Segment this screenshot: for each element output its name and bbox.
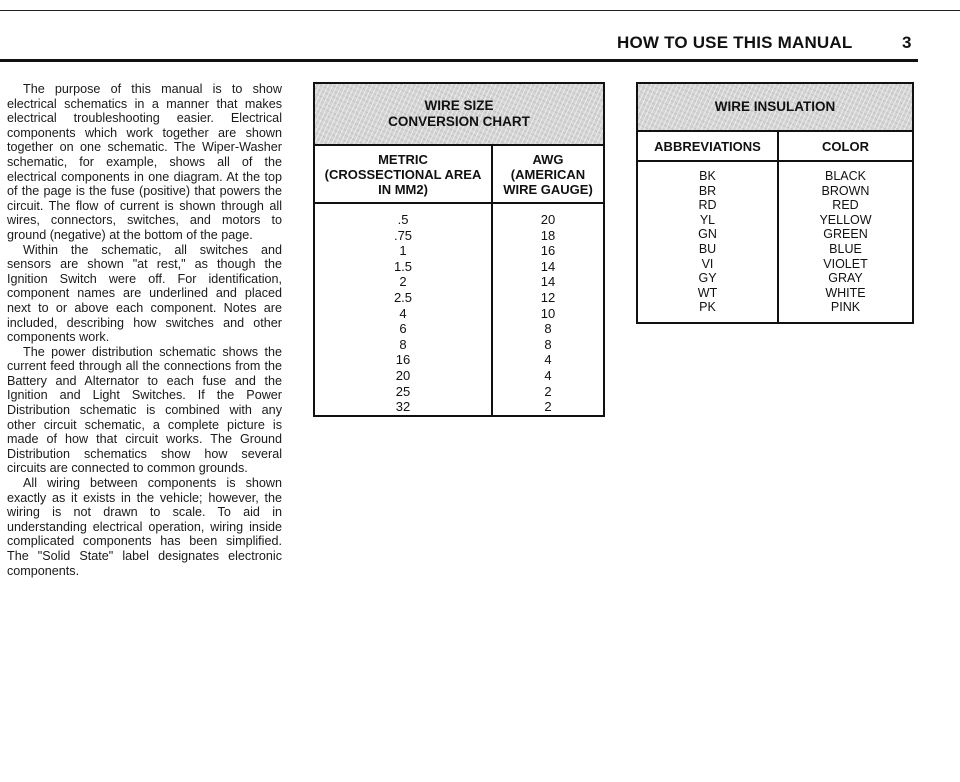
awg-value: 4 <box>544 367 552 383</box>
awg-values <box>492 203 604 416</box>
awg-value: 12 <box>540 289 556 305</box>
awg-value: 2 <box>544 383 552 399</box>
awg-value: 2 <box>544 399 552 415</box>
abbreviation-value: YL <box>699 212 716 227</box>
awg-value: 4 <box>544 352 552 368</box>
abbreviation-values <box>637 161 778 323</box>
color-value: VIOLET <box>823 256 868 271</box>
abbreviation-value: GY <box>698 271 717 286</box>
color-value: BLUE <box>829 241 862 256</box>
metric-value: 2 <box>399 274 407 290</box>
metric-value: 25 <box>395 383 411 399</box>
paragraph: All wiring between components is shown exactly as it exists in the vehicle; however, the wiring is not drawn to scale. To aid in understanding electrical operation, wiring inside complicated components has been simplified. The "Solid State" label designates electronic components. <box>7 476 282 578</box>
header-line: METRIC <box>378 151 428 167</box>
body-text <box>7 82 282 578</box>
abbreviation-value: GN <box>698 227 717 242</box>
metric-value: .75 <box>393 227 413 243</box>
wire-size-title-line: CONVERSION CHART <box>388 114 530 129</box>
wire-size-title <box>314 83 604 145</box>
page-title: HOW TO USE THIS MANUAL <box>617 33 853 52</box>
metric-value: 32 <box>395 399 411 415</box>
color-value: WHITE <box>825 285 866 300</box>
color-value: PINK <box>830 300 861 315</box>
header-line: AWG <box>532 151 564 167</box>
metric-value: 1 <box>399 243 407 259</box>
metric-value: 2.5 <box>393 289 413 305</box>
abbreviation-value: RD <box>698 198 717 213</box>
wire-size-table <box>313 82 605 417</box>
awg-value: 20 <box>540 212 556 227</box>
awg-value: 16 <box>540 243 556 259</box>
awg-column-header <box>492 145 604 203</box>
color-value: BLACK <box>825 169 866 183</box>
page-header <box>0 30 960 62</box>
header-line: IN MM2) <box>378 181 428 197</box>
color-value: BROWN <box>821 183 870 198</box>
color-value: RED <box>832 198 859 213</box>
metric-value: 4 <box>399 305 407 321</box>
metric-value: 1.5 <box>393 258 413 274</box>
awg-value: 14 <box>540 274 556 290</box>
awg-value: 18 <box>540 227 556 243</box>
color-value: YELLOW <box>819 212 872 227</box>
wire-size-title-line: WIRE SIZE <box>424 98 494 113</box>
awg-value: 8 <box>544 321 552 337</box>
header-rule <box>0 59 918 62</box>
wire-insulation-title: WIRE INSULATION <box>637 83 913 131</box>
abbreviation-value: BK <box>699 169 716 183</box>
color-column-header: COLOR <box>778 131 913 161</box>
color-values <box>778 161 913 323</box>
abbreviation-value: WT <box>697 285 718 300</box>
metric-value: 20 <box>395 367 411 383</box>
metric-value: 8 <box>399 336 407 352</box>
awg-value: 14 <box>540 258 556 274</box>
metric-value: .5 <box>397 212 409 227</box>
header-line: (CROSSECTIONAL AREA <box>324 166 482 182</box>
awg-value: 10 <box>540 305 556 321</box>
paragraph: Within the schematic, all switches and sensors are shown "at rest," as though the Ignition Switch were off. For identification, component names are underlined and placed next to or above each component. Notes are included, describing how switches and other components work. <box>7 242 282 345</box>
abbreviation-value: PK <box>699 300 716 315</box>
abbreviations-column-header: ABBREVIATIONS <box>637 131 778 161</box>
wire-insulation-table <box>636 82 914 324</box>
paragraph: The purpose of this manual is to show electrical schematics in a manner that makes electrical troubleshooting easier. Electrical components which work together are shown together on one schematic. The Wiper-Washer schematic, for example, shows all of the electrical components in one diagram. At the top of the page is the fuse (positive) that powers the circuit. The flow of current is shown through all wires, connectors, switches, and motors to ground (negative) at the bottom of the page. <box>7 82 282 242</box>
metric-values <box>314 203 492 416</box>
page-number: 3 <box>902 33 912 52</box>
header-line: WIRE GAUGE) <box>503 181 593 197</box>
abbreviation-value: BR <box>698 183 717 198</box>
metric-value: 6 <box>399 321 407 337</box>
metric-value: 16 <box>395 352 411 368</box>
metric-column-header <box>314 145 492 203</box>
header-line: (AMERICAN <box>510 166 586 182</box>
top-rule <box>0 10 960 11</box>
abbreviation-value: BU <box>698 241 717 256</box>
paragraph: The power distribution schematic shows the current feed through all the connections from the Battery and Alternator to each fuse and the Ignition and Light Switches. If the Power Distribution schematic is combined with any other circuit schematic, a complete picture is made of how that circuit works. The Ground Distribution schematics show how several circuits are connected to common grounds. <box>7 344 282 476</box>
color-value: GREEN <box>823 227 868 242</box>
color-value: GRAY <box>828 271 863 286</box>
awg-value: 8 <box>544 336 552 352</box>
abbreviation-value: VI <box>701 256 714 271</box>
